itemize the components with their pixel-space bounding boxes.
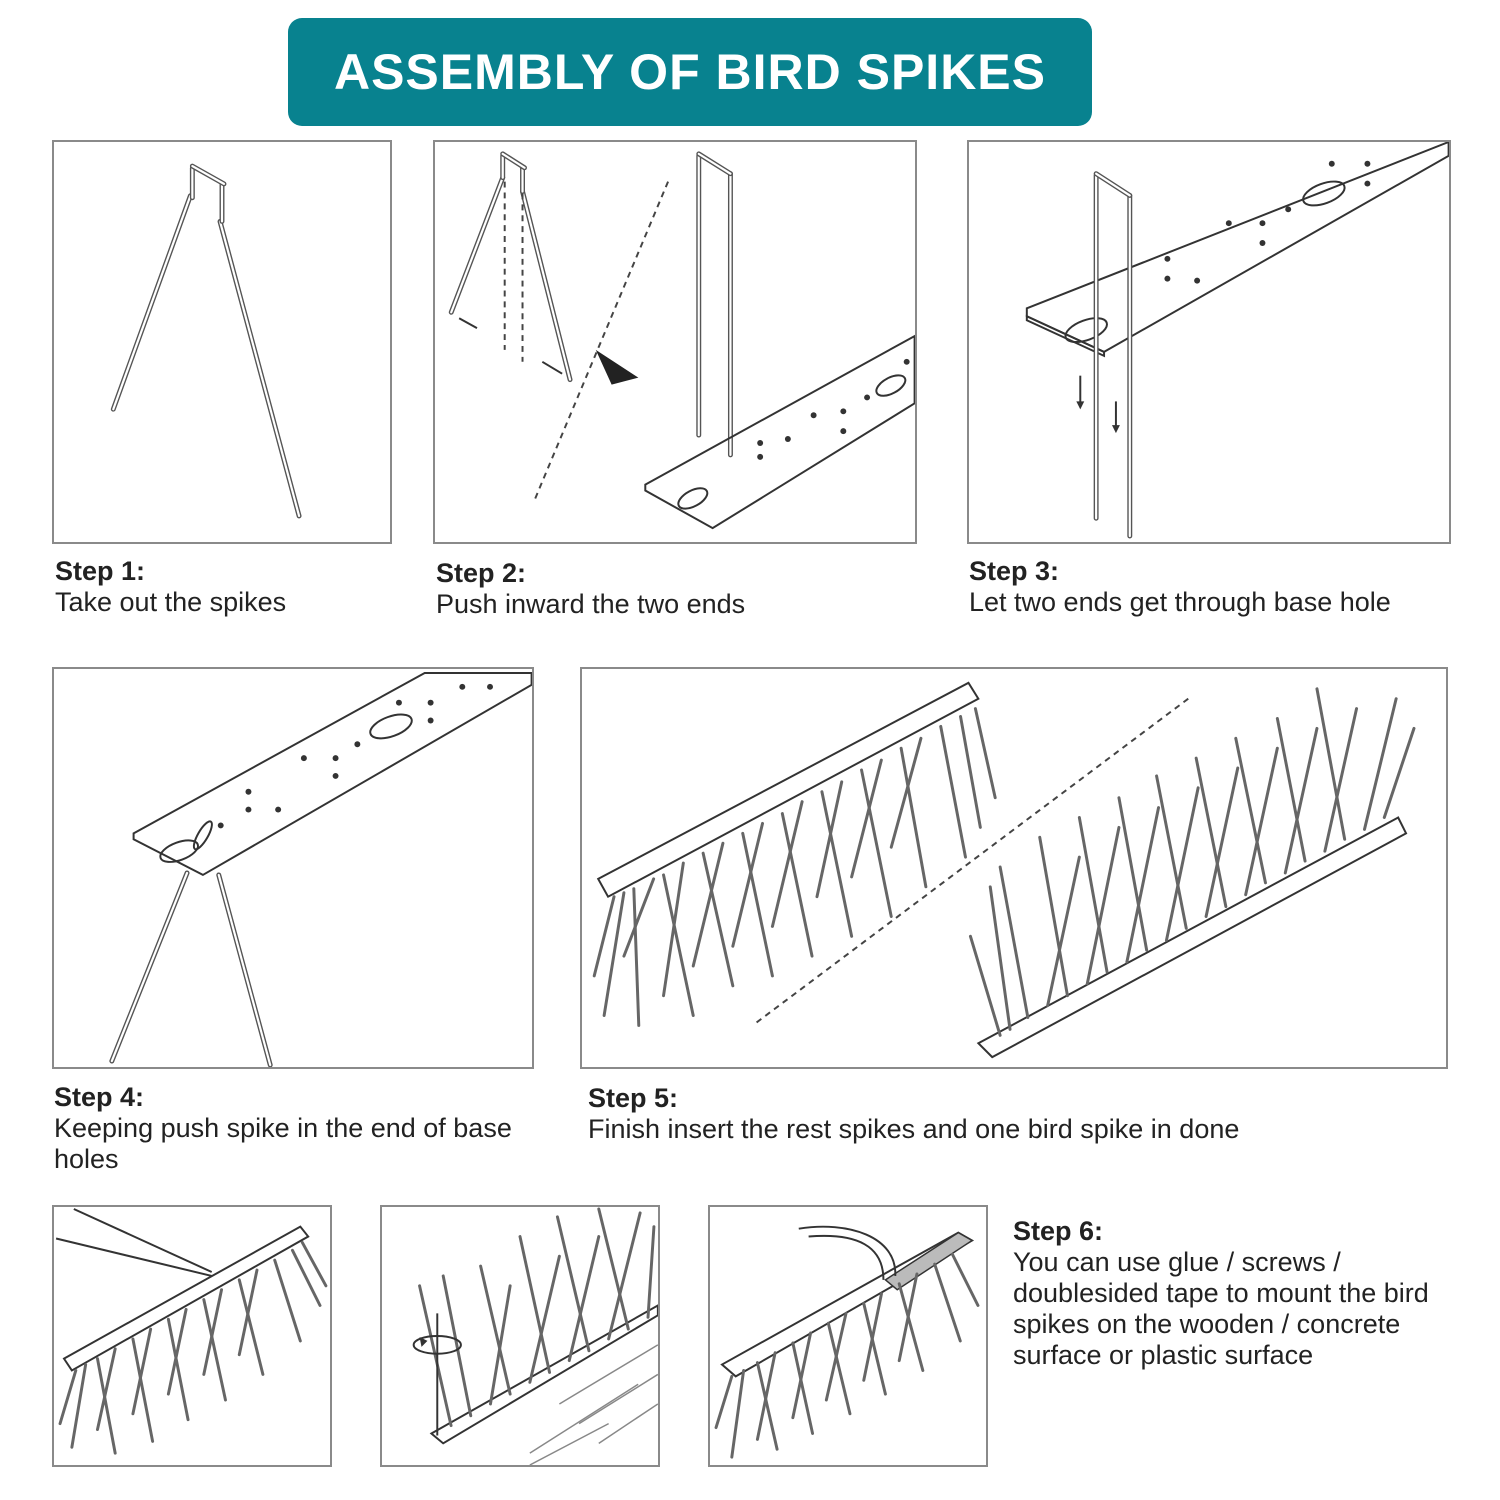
screw-mount-icon [382,1207,658,1465]
spike-in-base-icon [54,669,532,1067]
arrow-icon [596,350,639,385]
step-3-caption [969,556,1489,618]
illustration-step-4 [52,667,534,1069]
step-4-label: Step 4: [54,1082,145,1112]
illustration-step-1 [52,140,392,544]
illustration-step-6-tape [708,1205,988,1467]
step-5-label: Step 5: [588,1083,679,1113]
step-5-caption [588,1083,1448,1145]
step-3-description: Let two ends get through base hole [969,587,1391,617]
illustration-step-5 [580,667,1448,1069]
step-5-description: Finish insert the rest spikes and one bird spike in done [588,1114,1240,1144]
tape-mount-icon [710,1207,986,1465]
title-banner [288,18,1092,126]
step-1-caption [55,556,425,618]
step-2-caption [436,558,916,620]
single-spike-icon [54,142,390,542]
through-base-hole-icon [969,142,1449,542]
completed-spike-strips-icon [582,669,1446,1067]
step-2-label: Step 2: [436,558,527,588]
step-6-caption [1013,1216,1493,1371]
step-3-label: Step 3: [969,556,1060,586]
step-6-description: You can use glue / screws / doublesided tape to mount the bird spikes on the wooden / concrete surface or plastic surface [1013,1247,1429,1370]
step-1-label: Step 1: [55,556,146,586]
illustration-step-3 [967,140,1451,544]
illustration-step-6-glue [52,1205,332,1467]
page-title: ASSEMBLY OF BIRD SPIKES [333,44,1047,100]
step-1-description: Take out the spikes [55,587,287,617]
push-inward-icon [435,142,915,542]
step-4-caption [54,1082,524,1175]
step-4-description: Keeping push spike in the end of base holes [54,1113,512,1174]
step-2-description: Push inward the two ends [436,589,746,619]
illustration-step-6-screws [380,1205,660,1467]
step-6-label: Step 6: [1013,1216,1104,1246]
illustration-step-2 [433,140,917,544]
glue-strip-icon [54,1207,330,1465]
